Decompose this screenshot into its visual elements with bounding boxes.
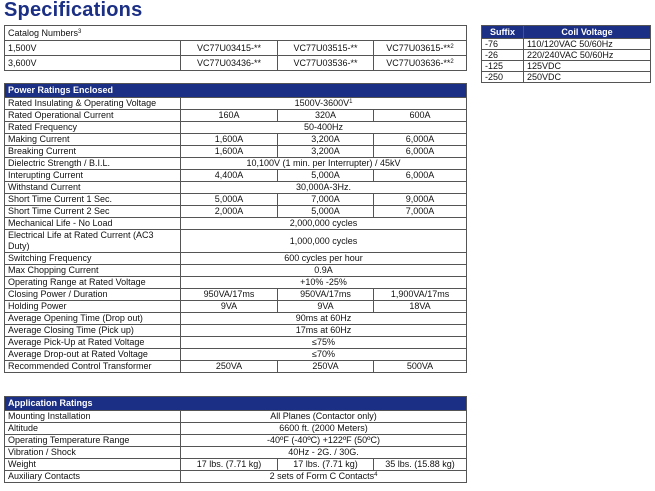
spec-value: 1,600A xyxy=(181,146,278,158)
spec-row xyxy=(5,435,467,447)
spec-value: 600A xyxy=(374,110,467,122)
spec-label: Mounting Installation xyxy=(5,411,181,423)
coil-voltage: 125VDC xyxy=(524,61,651,72)
spec-value: 17 lbs. (7.71 kg) xyxy=(181,459,278,471)
catalog-header: Catalog Numbers$^3$ xyxy=(5,26,467,41)
spec-value: 6,000A xyxy=(374,146,467,158)
spec-value: 50-400Hz xyxy=(181,122,467,134)
spec-value: 2 sets of Form C Contacts$^4$ xyxy=(181,471,467,483)
power-ratings-table xyxy=(4,83,467,373)
spec-value: 18VA xyxy=(374,301,467,313)
spec-row xyxy=(5,134,467,146)
suffix-code: -76 xyxy=(482,39,524,50)
spec-label: Mechanical Life - No Load xyxy=(5,218,181,230)
application-header-row xyxy=(5,397,467,411)
spec-value: 5,000A xyxy=(278,170,374,182)
spec-value: 9,000A xyxy=(374,194,467,206)
spec-row xyxy=(5,313,467,325)
spec-row xyxy=(5,110,467,122)
spec-label: Altitude xyxy=(5,423,181,435)
spec-label: Holding Power xyxy=(5,301,181,313)
spec-label: Dielectric Strength / B.I.L. xyxy=(5,158,181,170)
spec-value: 320A xyxy=(278,110,374,122)
catalog-number: VC77U03636-**$^2$ xyxy=(374,56,467,71)
spec-row xyxy=(5,277,467,289)
spec-row xyxy=(5,265,467,277)
spec-row xyxy=(5,170,467,182)
catalog-row xyxy=(5,56,467,71)
spec-value: 6,000A xyxy=(374,134,467,146)
spec-value: 600 cycles per hour xyxy=(181,253,467,265)
spec-value: 30,000A-3Hz. xyxy=(181,182,467,194)
spec-value: 7,000A xyxy=(278,194,374,206)
spec-row xyxy=(5,206,467,218)
spec-value: 6600 ft. (2000 Meters) xyxy=(181,423,467,435)
spec-label: Breaking Current xyxy=(5,146,181,158)
spec-row xyxy=(5,218,467,230)
spec-value: 6,000A xyxy=(374,170,467,182)
spec-row xyxy=(5,289,467,301)
spec-value: 160A xyxy=(181,110,278,122)
catalog-numbers-table xyxy=(4,25,467,71)
spec-value: 1,000,000 cycles xyxy=(181,230,467,253)
catalog-row xyxy=(5,41,467,56)
suffix-row xyxy=(482,39,651,50)
spec-value: 950VA/17ms xyxy=(181,289,278,301)
spec-label: Weight xyxy=(5,459,181,471)
spec-label: Average Drop-out at Rated Voltage xyxy=(5,349,181,361)
suffix-code: -250 xyxy=(482,72,524,83)
spec-label: Average Pick-Up at Rated Voltage xyxy=(5,337,181,349)
page-title: Specifications xyxy=(4,0,143,21)
catalog-number: VC77U03536-** xyxy=(278,56,374,71)
catalog-number: VC77U03515-** xyxy=(278,41,374,56)
spec-label: Switching Frequency xyxy=(5,253,181,265)
spec-label: Recommended Control Transformer xyxy=(5,361,181,373)
spec-value: 0.9A xyxy=(181,265,467,277)
spec-label: Short Time Current 2 Sec xyxy=(5,206,181,218)
spec-row xyxy=(5,447,467,459)
spec-value: 5,000A xyxy=(181,194,278,206)
spec-row xyxy=(5,146,467,158)
spec-value: +10% -25% xyxy=(181,277,467,289)
spec-row xyxy=(5,158,467,170)
spec-row xyxy=(5,253,467,265)
spec-label: Closing Power / Duration xyxy=(5,289,181,301)
spec-value: 5,000A xyxy=(278,206,374,218)
suffix-code: -125 xyxy=(482,61,524,72)
application-ratings-table xyxy=(4,396,467,483)
spec-label: Max Chopping Current xyxy=(5,265,181,277)
spec-label: Rated Operational Current xyxy=(5,110,181,122)
coil-voltage-column-header: Coil Voltage xyxy=(524,26,651,39)
catalog-voltage: 1,500V xyxy=(5,41,181,56)
spec-label: Electrical Life at Rated Current (AC3 Duty) xyxy=(5,230,181,253)
suffix-row xyxy=(482,72,651,83)
suffix-row xyxy=(482,61,651,72)
spec-row xyxy=(5,459,467,471)
spec-label: Auxiliary Contacts xyxy=(5,471,181,483)
spec-value: 10,100V (1 min. per Interrupter) / 45kV xyxy=(181,158,467,170)
spec-value: 1,900VA/17ms xyxy=(374,289,467,301)
spec-value: All Planes (Contactor only) xyxy=(181,411,467,423)
spec-value: 3,200A xyxy=(278,146,374,158)
spec-row xyxy=(5,325,467,337)
spec-label: Operating Temperature Range xyxy=(5,435,181,447)
spec-value: 7,000A xyxy=(374,206,467,218)
spec-row xyxy=(5,301,467,313)
spec-value: 250VA xyxy=(181,361,278,373)
suffix-code: -26 xyxy=(482,50,524,61)
coil-voltage: 220/240VAC 50/60Hz xyxy=(524,50,651,61)
power-ratings-header: Power Ratings Enclosed xyxy=(5,84,467,98)
spec-label: Withstand Current xyxy=(5,182,181,194)
spec-label: Rated Insulating & Operating Voltage xyxy=(5,98,181,110)
spec-label: Vibration / Shock xyxy=(5,447,181,459)
spec-value: 500VA xyxy=(374,361,467,373)
spec-value: 9VA xyxy=(181,301,278,313)
spec-value: 3,200A xyxy=(278,134,374,146)
spec-value: 950VA/17ms xyxy=(278,289,374,301)
spec-label: Interupting Current xyxy=(5,170,181,182)
spec-label: Average Opening Time (Drop out) xyxy=(5,313,181,325)
spec-value: ≤75% xyxy=(181,337,467,349)
spec-row xyxy=(5,337,467,349)
suffix-header-row xyxy=(482,26,651,39)
spec-value: 17ms at 60Hz xyxy=(181,325,467,337)
catalog-number: VC77U03415-** xyxy=(181,41,278,56)
spec-label: Rated Frequency xyxy=(5,122,181,134)
spec-value: 17 lbs. (7.71 kg) xyxy=(278,459,374,471)
spec-row xyxy=(5,349,467,361)
spec-row xyxy=(5,98,467,110)
spec-value: 1,600A xyxy=(181,134,278,146)
spec-value: 2,000,000 cycles xyxy=(181,218,467,230)
spec-value: 250VA xyxy=(278,361,374,373)
spec-row xyxy=(5,230,467,253)
coil-voltage: 250VDC xyxy=(524,72,651,83)
spec-label: Average Closing Time (Pick up) xyxy=(5,325,181,337)
spec-label: Short Time Current 1 Sec. xyxy=(5,194,181,206)
spec-row xyxy=(5,194,467,206)
spec-value: $1500V-3600V^1$ xyxy=(181,98,467,110)
suffix-row xyxy=(482,50,651,61)
spec-label: Operating Range at Rated Voltage xyxy=(5,277,181,289)
spec-value: 40Hz - 2G. / 30G. xyxy=(181,447,467,459)
spec-value: 4,400A xyxy=(181,170,278,182)
spec-value: 90ms at 60Hz xyxy=(181,313,467,325)
spec-value: 35 lbs. (15.88 kg) xyxy=(374,459,467,471)
catalog-number: VC77U03436-** xyxy=(181,56,278,71)
spec-row xyxy=(5,471,467,483)
application-ratings-header: Application Ratings xyxy=(5,397,467,411)
coil-voltage: 110/120VAC 50/60Hz xyxy=(524,39,651,50)
spec-label: Making Current xyxy=(5,134,181,146)
spec-value: 2,000A xyxy=(181,206,278,218)
spec-row xyxy=(5,411,467,423)
spec-value: ≤70% xyxy=(181,349,467,361)
catalog-voltage: 3,600V xyxy=(5,56,181,71)
power-header-row xyxy=(5,84,467,98)
coil-voltage-table xyxy=(481,25,651,83)
spec-row xyxy=(5,423,467,435)
spec-row xyxy=(5,361,467,373)
spec-value: -40ºF (-40ºC) +122ºF (50ºC) xyxy=(181,435,467,447)
suffix-column-header: Suffix xyxy=(482,26,524,39)
spec-value: 9VA xyxy=(278,301,374,313)
spec-row xyxy=(5,122,467,134)
spec-row xyxy=(5,182,467,194)
catalog-number: VC77U03615-**$^2$ xyxy=(374,41,467,56)
catalog-header-row xyxy=(5,26,467,41)
